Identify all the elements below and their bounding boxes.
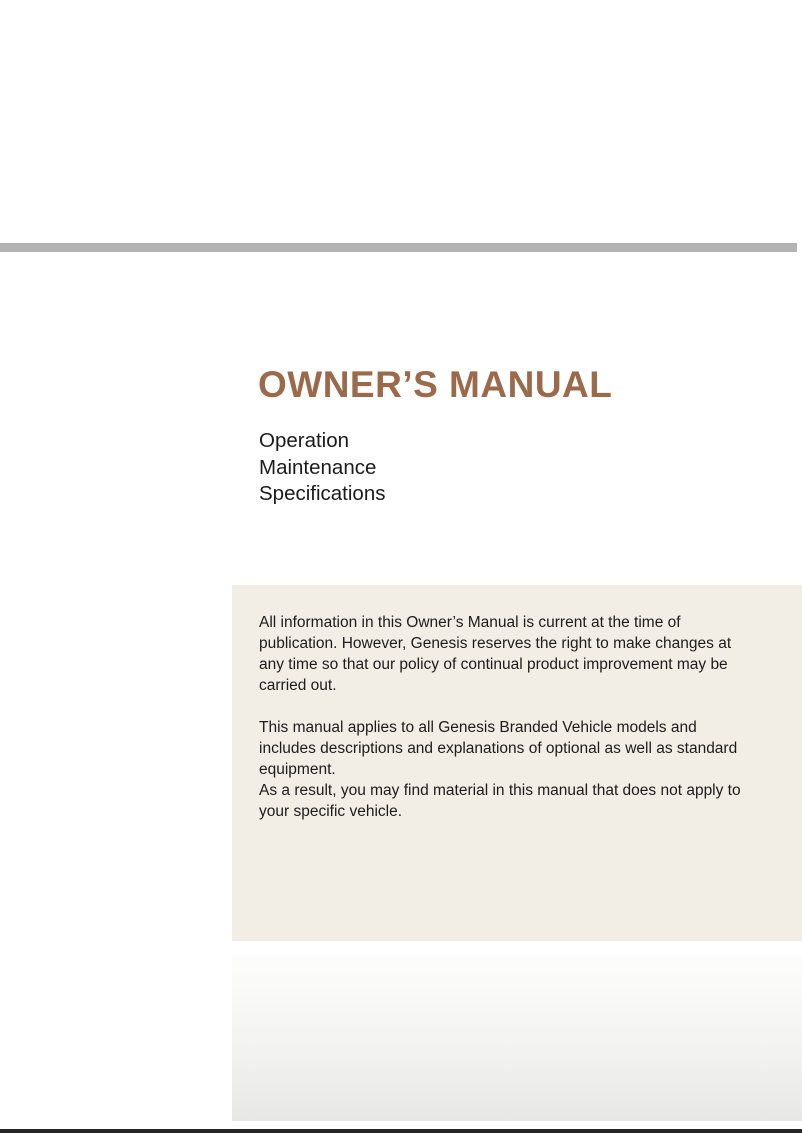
- bottom-border: [0, 1129, 802, 1133]
- page-title: OWNER’S MANUAL: [258, 364, 613, 405]
- subtitle-line-maintenance: Maintenance: [259, 455, 377, 479]
- subtitle-line-operation: Operation: [259, 429, 350, 452]
- notice-paragraph-applicability: As a result, you may find material in this manual that does not apply to your specific vehicle.: [259, 782, 741, 820]
- notice-box: [232, 585, 802, 941]
- subtitle-line-specifications: Specifications: [259, 482, 386, 505]
- subtitle-block: [259, 428, 385, 508]
- page-shadow-gradient: [232, 955, 802, 1121]
- notice-paragraph-models: This manual applies to all Genesis Branded Vehicle models and includes descriptions and explanations of optional as well as standard equipment.: [259, 719, 738, 778]
- notice-paragraph-publication: All information in this Owner’s Manual is current at the time of publication. However, Genesis reserves the right to make changes at any time so that our policy of continual product improvement may be carried out.: [259, 614, 732, 694]
- top-divider-bar: [0, 243, 797, 252]
